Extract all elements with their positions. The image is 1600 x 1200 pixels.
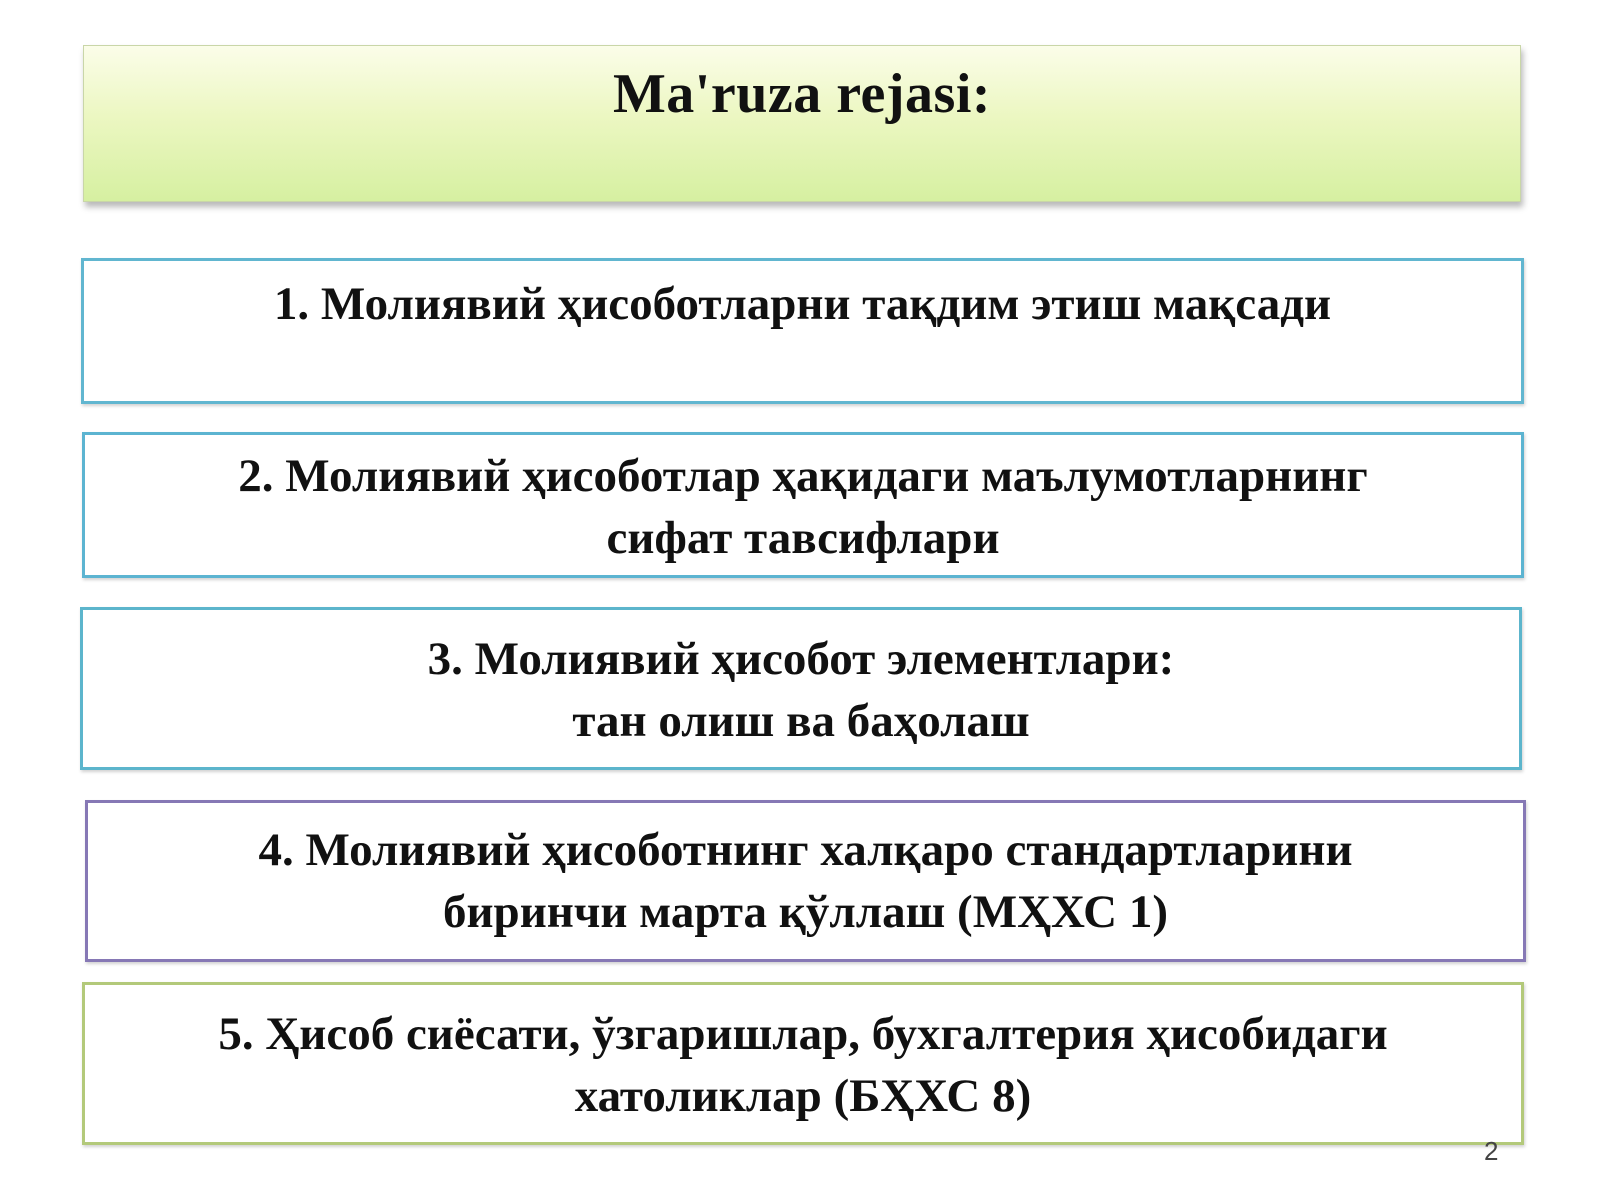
plan-item-3-line-2: тан олиш ва баҳолаш	[572, 695, 1030, 747]
slide-title: Ma'ruza rejasi:	[612, 63, 992, 125]
plan-item-4-line-2: биринчи марта қўллаш (МҲХС 1)	[442, 886, 1169, 938]
plan-item-3	[80, 607, 1522, 770]
plan-item-2-line-1: 2. Молиявий ҳисоботлар ҳақидаги маълумотларнинг	[238, 450, 1368, 502]
plan-item-2	[82, 432, 1524, 578]
plan-item-5-line-2: хатоликлар (БҲХС 8)	[574, 1070, 1032, 1122]
plan-item-4	[85, 800, 1526, 962]
plan-item-3-line-1: 3. Молиявий ҳисобот элементлари:	[427, 633, 1175, 685]
page-number: 2	[1484, 1136, 1499, 1166]
plan-item-4-line-1: 4. Молиявий ҳисоботнинг халқаро стандартларини	[258, 824, 1353, 876]
plan-item-5	[82, 982, 1524, 1145]
title-banner	[83, 45, 1521, 202]
plan-item-2-line-2: сифат тавсифлари	[606, 512, 1000, 564]
plan-item-5-line-1: 5. Ҳисоб сиёсати, ўзгаришлар, бухгалтерия ҳисобидаги	[218, 1008, 1388, 1060]
plan-item-1	[81, 258, 1524, 404]
plan-item-1-line-1: 1. Молиявий ҳисоботларни тақдим этиш мақсади	[273, 278, 1332, 330]
